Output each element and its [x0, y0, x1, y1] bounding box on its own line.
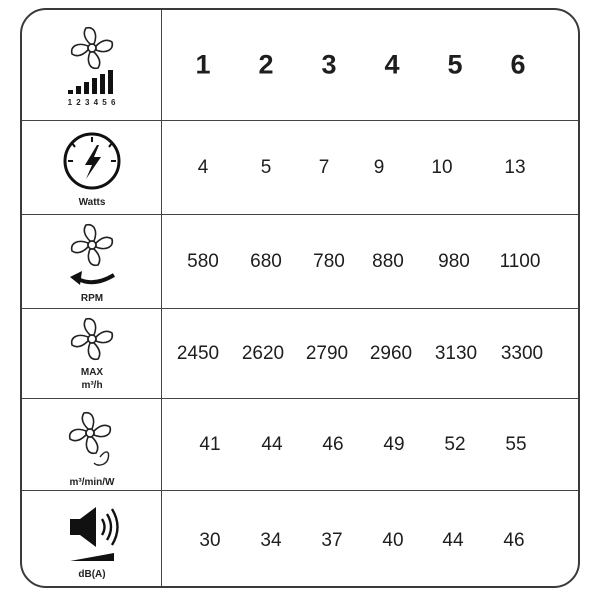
airflow-label: MAX [80, 367, 104, 378]
efficiency-value-6: 55 [505, 434, 527, 455]
efficiency-label: m³/min/W [69, 477, 115, 488]
table-row-rpm [22, 214, 578, 309]
rpm-value-2: 680 [250, 251, 282, 272]
row-icon-cell [22, 399, 162, 491]
watts-value-3: 7 [318, 157, 330, 178]
noise-value-2: 34 [260, 530, 282, 551]
spec-table [20, 8, 580, 588]
row-icon-cell [22, 121, 162, 215]
rpm-value-6: 1100 [499, 251, 541, 272]
airflow-value-3: 2790 [305, 343, 349, 364]
speed-scale-digits: 1 2 3 4 5 6 [67, 98, 117, 107]
watts-label: Watts [78, 197, 106, 208]
rpm-value-1: 580 [187, 251, 219, 272]
row-icon-cell [22, 215, 162, 309]
airflow-value-5: 3130 [434, 343, 478, 364]
efficiency-value-5: 52 [444, 434, 466, 455]
table-row-speed [22, 10, 578, 120]
noise-value-4: 40 [382, 530, 404, 551]
airflow-value-2: 2620 [241, 343, 285, 364]
row-icon-cell [22, 309, 162, 399]
table-row-airflow [22, 308, 578, 399]
airflow-value-6: 3300 [500, 343, 544, 364]
watts-value-6: 13 [504, 157, 526, 178]
efficiency-value-3: 46 [322, 434, 344, 455]
noise-label: dB(A) [78, 569, 106, 580]
noise-value-1: 30 [199, 530, 221, 551]
rpm-value-5: 980 [438, 251, 470, 272]
speed-value-2: 2 [258, 49, 274, 80]
watts-value-4: 9 [373, 157, 385, 178]
airflow-unit-label: m³/h [81, 380, 103, 391]
row-icon-cell [22, 10, 162, 120]
efficiency-value-4: 49 [383, 434, 405, 455]
airflow-value-1: 2450 [176, 343, 220, 364]
speed-value-4: 4 [384, 49, 400, 80]
noise-value-3: 37 [321, 530, 343, 551]
speed-value-6: 6 [510, 49, 526, 80]
speed-value-5: 5 [447, 49, 463, 80]
noise-value-6: 46 [503, 530, 525, 551]
rpm-value-4: 880 [372, 251, 404, 272]
airflow-value-4: 2960 [369, 343, 413, 364]
rpm-value-3: 780 [313, 251, 345, 272]
row-icon-cell [22, 491, 162, 588]
watts-value-5: 10 [431, 157, 453, 178]
table-row-efficiency [22, 398, 578, 491]
noise-value-5: 44 [442, 530, 464, 551]
speed-value-1: 1 [195, 49, 211, 80]
efficiency-value-2: 44 [261, 434, 283, 455]
rpm-label: RPM [80, 293, 104, 304]
speed-value-3: 3 [321, 49, 337, 80]
efficiency-value-1: 41 [199, 434, 221, 455]
table-row-noise [22, 490, 578, 588]
table-row-watts [22, 120, 578, 215]
watts-value-2: 5 [260, 157, 272, 178]
watts-value-1: 4 [197, 157, 209, 178]
